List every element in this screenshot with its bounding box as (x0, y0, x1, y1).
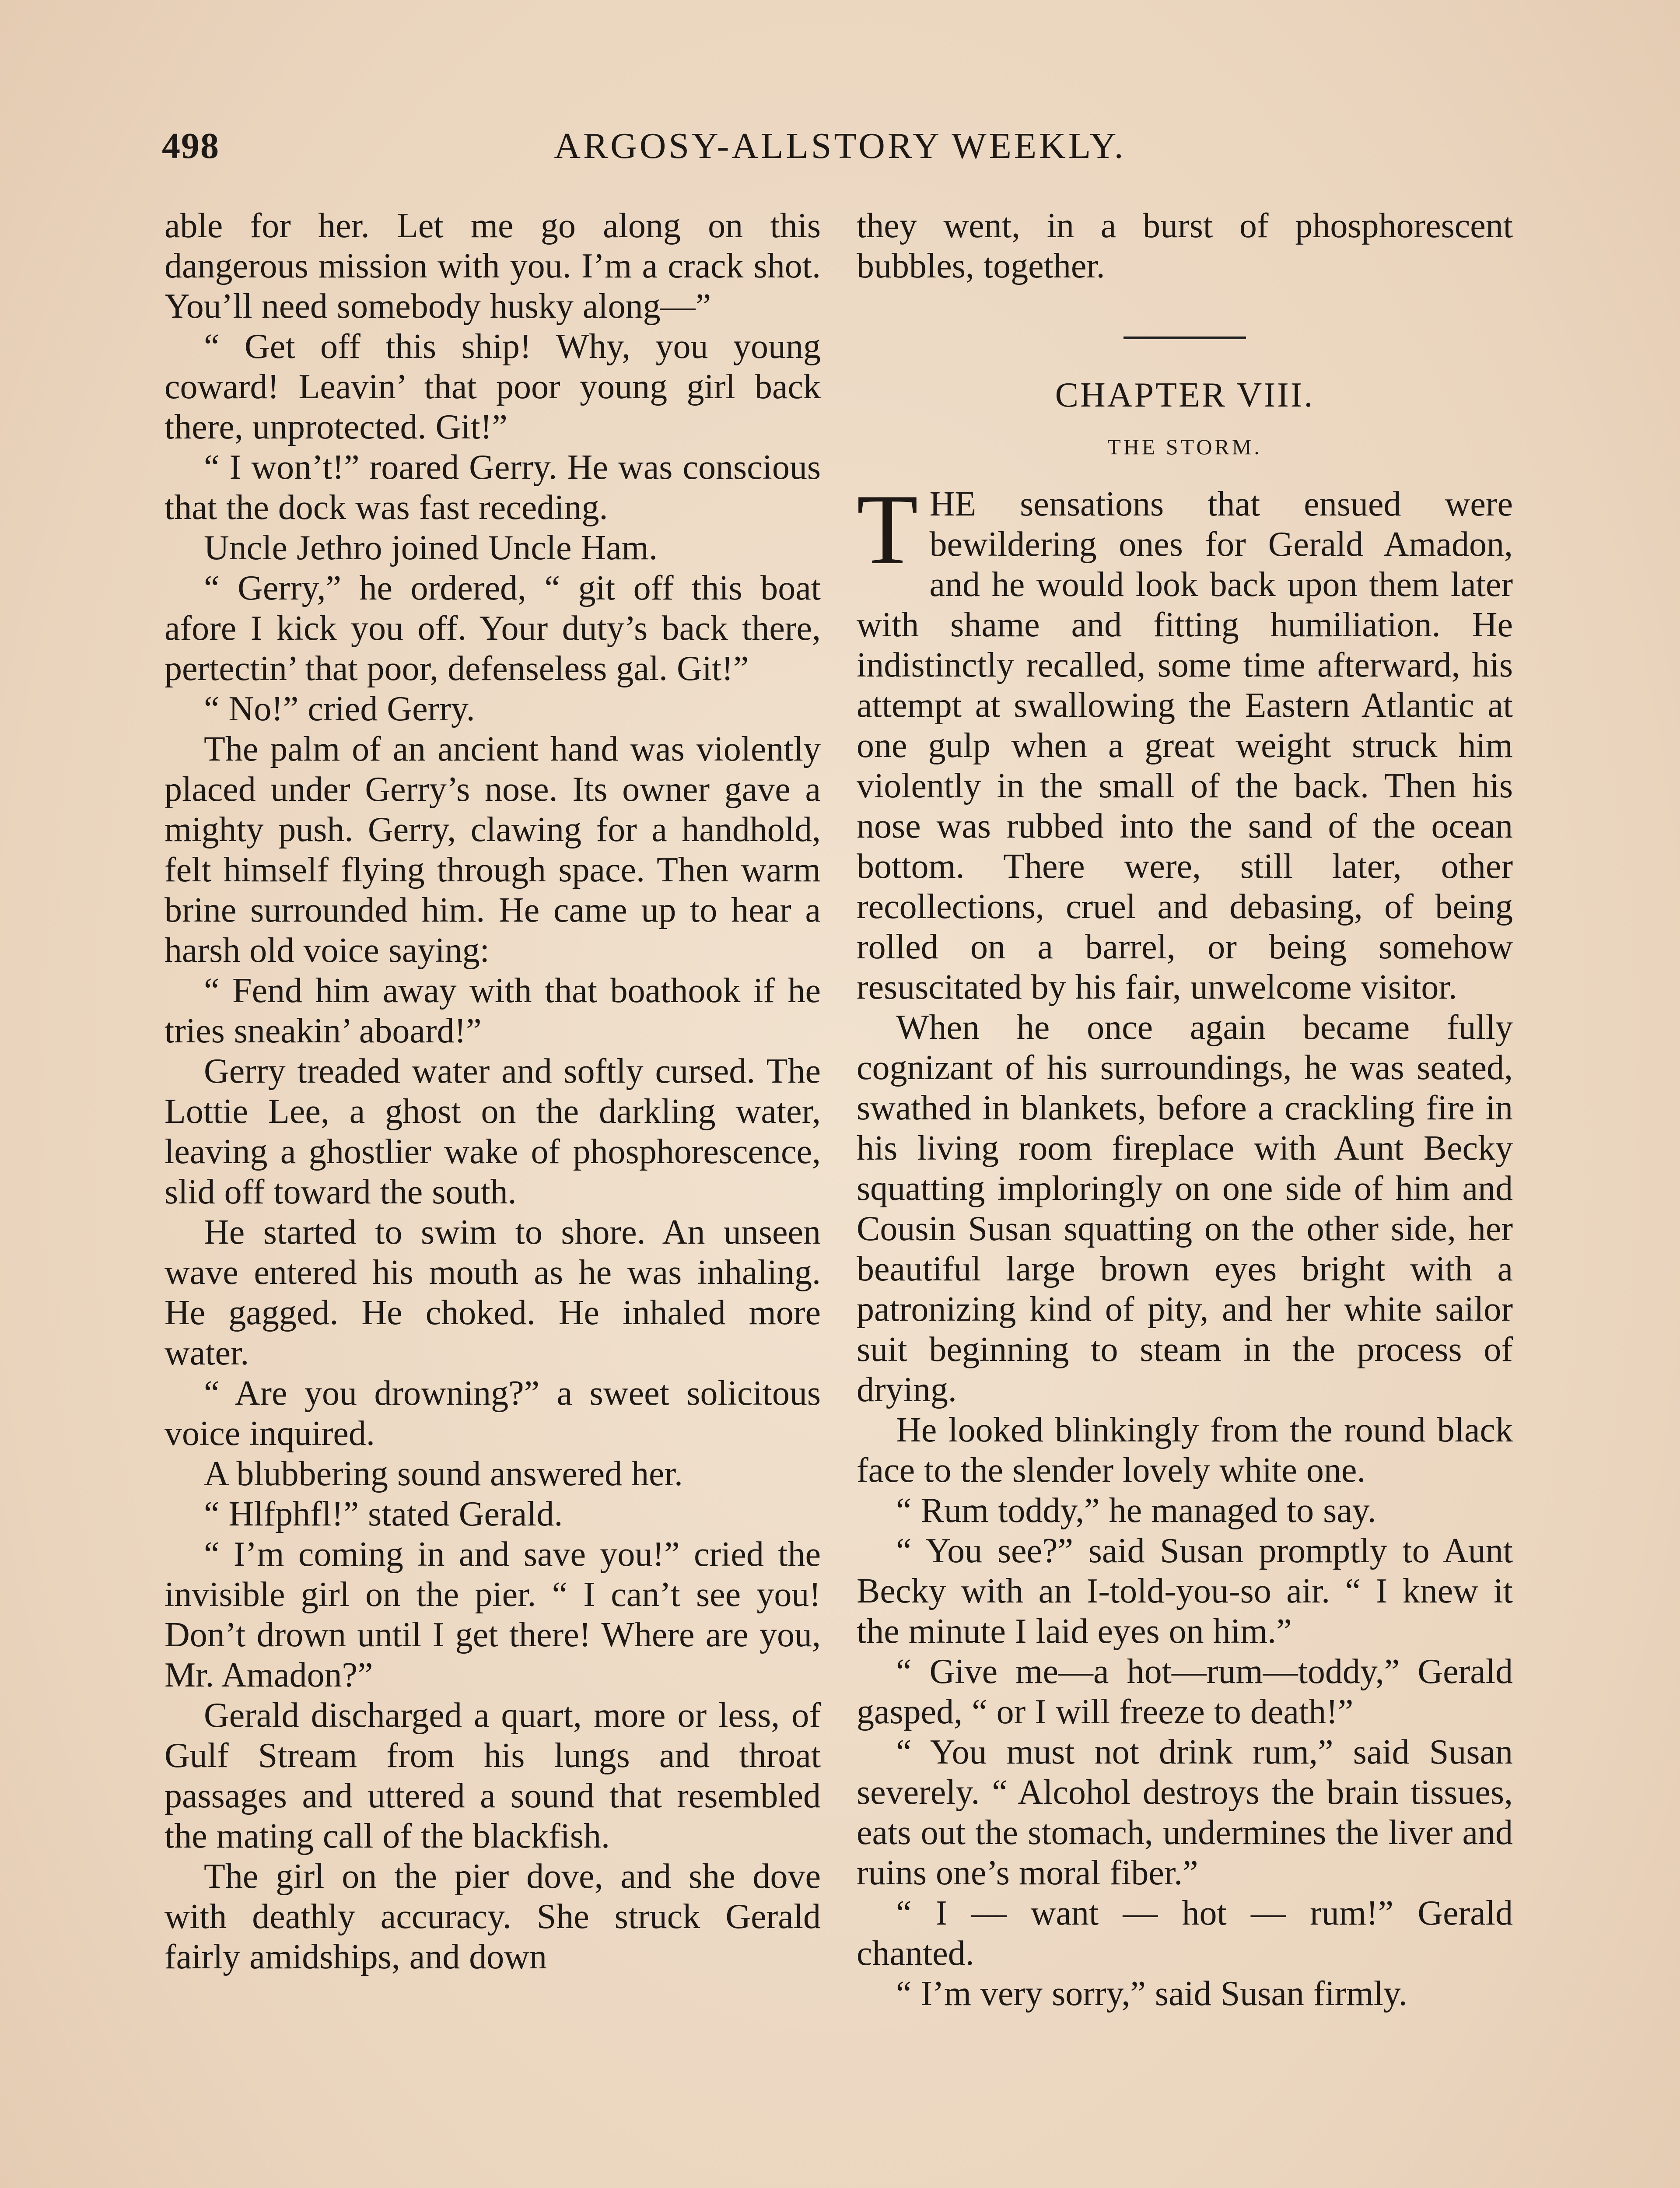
paragraph: “ No!” cried Gerry. (204, 690, 475, 728)
paragraph: “ You must not drink rum,” said Susan severely. “ Alcohol destroys the brain tissues, eats out the stomach, undermines the liver and ruins one’s moral fiber.” (857, 1733, 1513, 1892)
paragraph: they went, in a burst of phosphorescent bubbles, together. (857, 207, 1513, 285)
paragraph: “ I — want — hot — rum!” Gerald chanted. (857, 1894, 1513, 1973)
chapter-title: CHAPTER VIII. (1055, 376, 1315, 414)
chapter-subtitle: THE STORM. (1107, 435, 1262, 459)
paragraph: He looked blinkingly from the round black face to the slender lovely white one. (857, 1411, 1513, 1490)
paragraph: “ Are you drowning?” a sweet solicitous voice inquired. (164, 1374, 821, 1453)
paragraph: “ Rum toddy,” he managed to say. (896, 1491, 1376, 1530)
page-header (162, 125, 1518, 177)
paragraph: “ You see?” said Susan promptly to Aunt Becky with an I-told-you-so air. “ I knew it the minute I laid eyes on him.” (857, 1532, 1513, 1651)
paragraph: When he once again became fully cognizant of his surroundings, he was seated, swathed in blankets, before a crackling fire in his living room fireplace with Aunt Becky squatting imploringly on one side of him and Cousin Susan squatting on the other side, her beautiful large brown eyes bright with a patronizing kind of pity, and her white sailor suit beginning to steam in the process of drying. (857, 1008, 1513, 1409)
section-divider (1124, 337, 1246, 339)
chapter-opening-paragraph (857, 473, 1513, 1007)
paragraph: Gerald discharged a quart, more or less, of Gulf Stream from his lungs and throat passages and uttered a sound that resembled the mating call of the blackfish. (164, 1696, 821, 1855)
paragraph: “ Fend him away with that boathook if he tries sneakin’ aboard!” (164, 971, 821, 1050)
paragraph: He started to swim to shore. An unseen wave entered his mouth as he was inhaling. He gagged. He choked. He inhaled more water. (164, 1213, 821, 1372)
paragraph: “ Get off this ship! Why, you young coward! Leavin’ that poor young girl back there, unprotected. Git!” (164, 327, 821, 446)
paragraph: A blubbering sound answered her. (204, 1455, 683, 1493)
paragraph: Uncle Jethro joined Uncle Ham. (204, 529, 658, 567)
paragraph: “ Gerry,” he ordered, “ git off this boat afore I kick you off. Your duty’s back there, pertectin’ that poor, defenseless gal. Git!” (164, 569, 821, 688)
page-number: 498 (162, 126, 220, 166)
chapter-opening-text: HE sensations that ensued were bewildering ones for Gerald Amadon, and he would look back upon them later with shame and fitting humiliation. He indistinctly recalled, some time afterward, his attempt at swallowing the Eastern Atlantic at one gulp when a great weight struck him violently in the small of the back. Then his nose was rubbed into the sand of the ocean bottom. There were, still later, other recollections, cruel and debasing, of being rolled on a barrel, or being somehow resuscitated by his fair, unwelcome visitor. (857, 485, 1513, 1006)
paragraph: “ Hlfphfl!” stated Gerald. (204, 1495, 563, 1533)
paragraph: “ I won’t!” roared Gerry. He was conscious that the dock was fast receding. (164, 448, 821, 527)
drop-cap: T (857, 473, 918, 585)
paragraph: able for her. Let me go along on this dangerous mission with you. I’m a crack shot. You’ll need somebody husky along—” (164, 207, 821, 326)
paragraph: Gerry treaded water and softly cursed. The Lottie Lee, a ghost on the darkling water, leaving a ghostlier wake of phosphorescence, slid off toward the south. (164, 1052, 821, 1211)
right-column (857, 206, 1513, 2014)
paragraph: The palm of an ancient hand was violently placed under Gerry’s nose. Its owner gave a mighty push. Gerry, clawing for a handhold, felt himself flying through space. Then warm brine surrounded him. He came up to hear a harsh old voice saying: (164, 730, 821, 970)
paragraph: “ I’m coming in and save you!” cried the invisible girl on the pier. “ I can’t see you! Don’t drown until I get there! Where are you, Mr. Amadon?” (164, 1535, 821, 1694)
left-column (164, 206, 821, 1977)
paragraph: “ Give me—a hot—rum—toddy,” Gerald gasped, “ or I will freeze to death!” (857, 1652, 1513, 1731)
running-title: ARGOSY-ALLSTORY WEEKLY. (554, 126, 1126, 166)
paragraph: The girl on the pier dove, and she dove with deathly accuracy. She struck Gerald fairly amidships, and down (164, 1857, 821, 1976)
paragraph: “ I’m very sorry,” said Susan firmly. (896, 1974, 1407, 2013)
